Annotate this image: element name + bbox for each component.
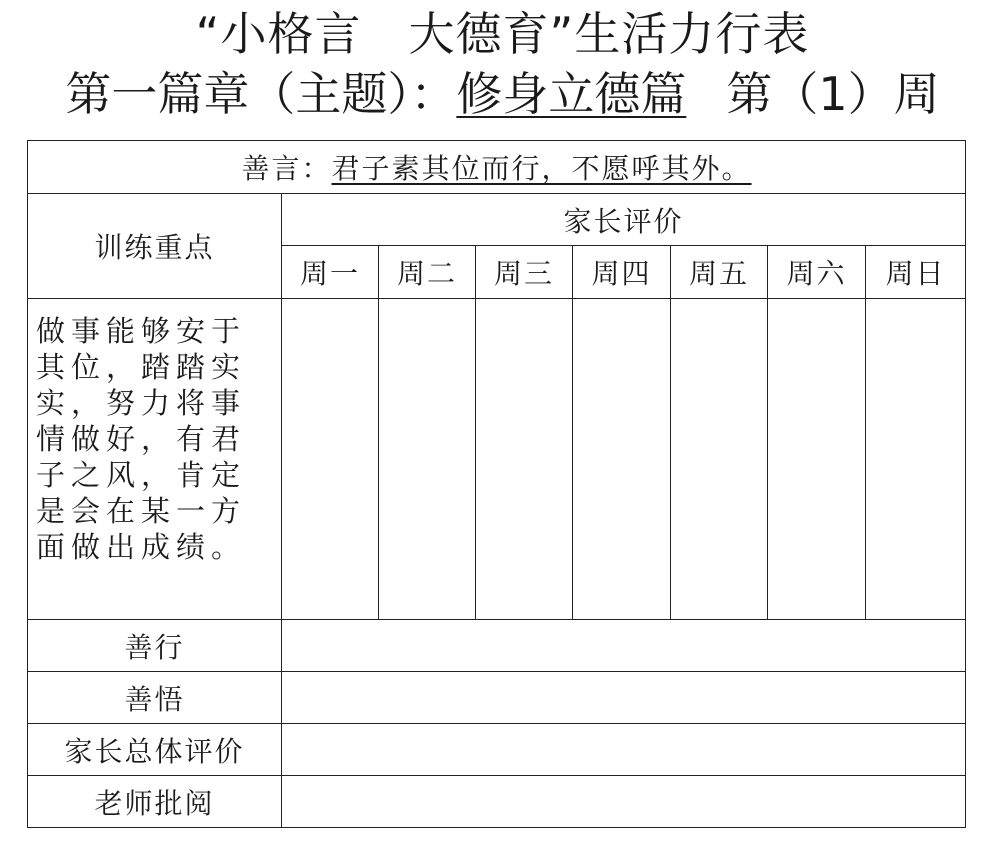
motto-text: 君子素其位而行，不愿呼其外。 xyxy=(331,152,752,185)
focus-text: 做事能够安于其位，踏踏实实，努力将事情做好，有君子之风，肯定是会在某一方面做出成绩。 xyxy=(28,299,282,620)
chapter-prefix: 第一篇章（主题）： xyxy=(65,67,457,121)
good-insight-field[interactable] xyxy=(282,672,966,724)
parent-overall-label: 家长总体评价 xyxy=(28,724,282,776)
teacher-review-field[interactable] xyxy=(282,776,966,828)
life-practice-table xyxy=(27,140,966,828)
focus-header: 训练重点 xyxy=(28,194,282,299)
motto-row xyxy=(28,141,966,194)
chapter-name: 修身立德篇 xyxy=(456,67,687,121)
eval-cell-tue[interactable] xyxy=(379,299,476,620)
good-deed-label: 善行 xyxy=(28,620,282,672)
eval-cell-sun[interactable] xyxy=(866,299,966,620)
parent-overall-field[interactable] xyxy=(282,724,966,776)
eval-cell-mon[interactable] xyxy=(282,299,379,620)
day-header: 周二 xyxy=(379,246,476,299)
motto-label: 善言： xyxy=(241,152,332,185)
eval-cell-fri[interactable] xyxy=(671,299,768,620)
day-header: 周三 xyxy=(476,246,573,299)
day-header: 周五 xyxy=(671,246,768,299)
day-header: 周六 xyxy=(768,246,866,299)
eval-cell-thu[interactable] xyxy=(573,299,671,620)
good-deed-field[interactable] xyxy=(282,620,966,672)
parent-eval-header: 家长评价 xyxy=(282,194,966,246)
day-header: 周一 xyxy=(282,246,379,299)
page-title: “小格言 大德育”生活力行表 xyxy=(195,7,810,61)
good-insight-label: 善悟 xyxy=(28,672,282,724)
week-label: 第（1）周 xyxy=(726,67,940,121)
day-header: 周日 xyxy=(866,246,966,299)
day-header: 周四 xyxy=(573,246,671,299)
eval-cell-sat[interactable] xyxy=(768,299,866,620)
eval-cell-wed[interactable] xyxy=(476,299,573,620)
chapter-subtitle xyxy=(0,66,1005,122)
teacher-review-label: 老师批阅 xyxy=(28,776,282,828)
